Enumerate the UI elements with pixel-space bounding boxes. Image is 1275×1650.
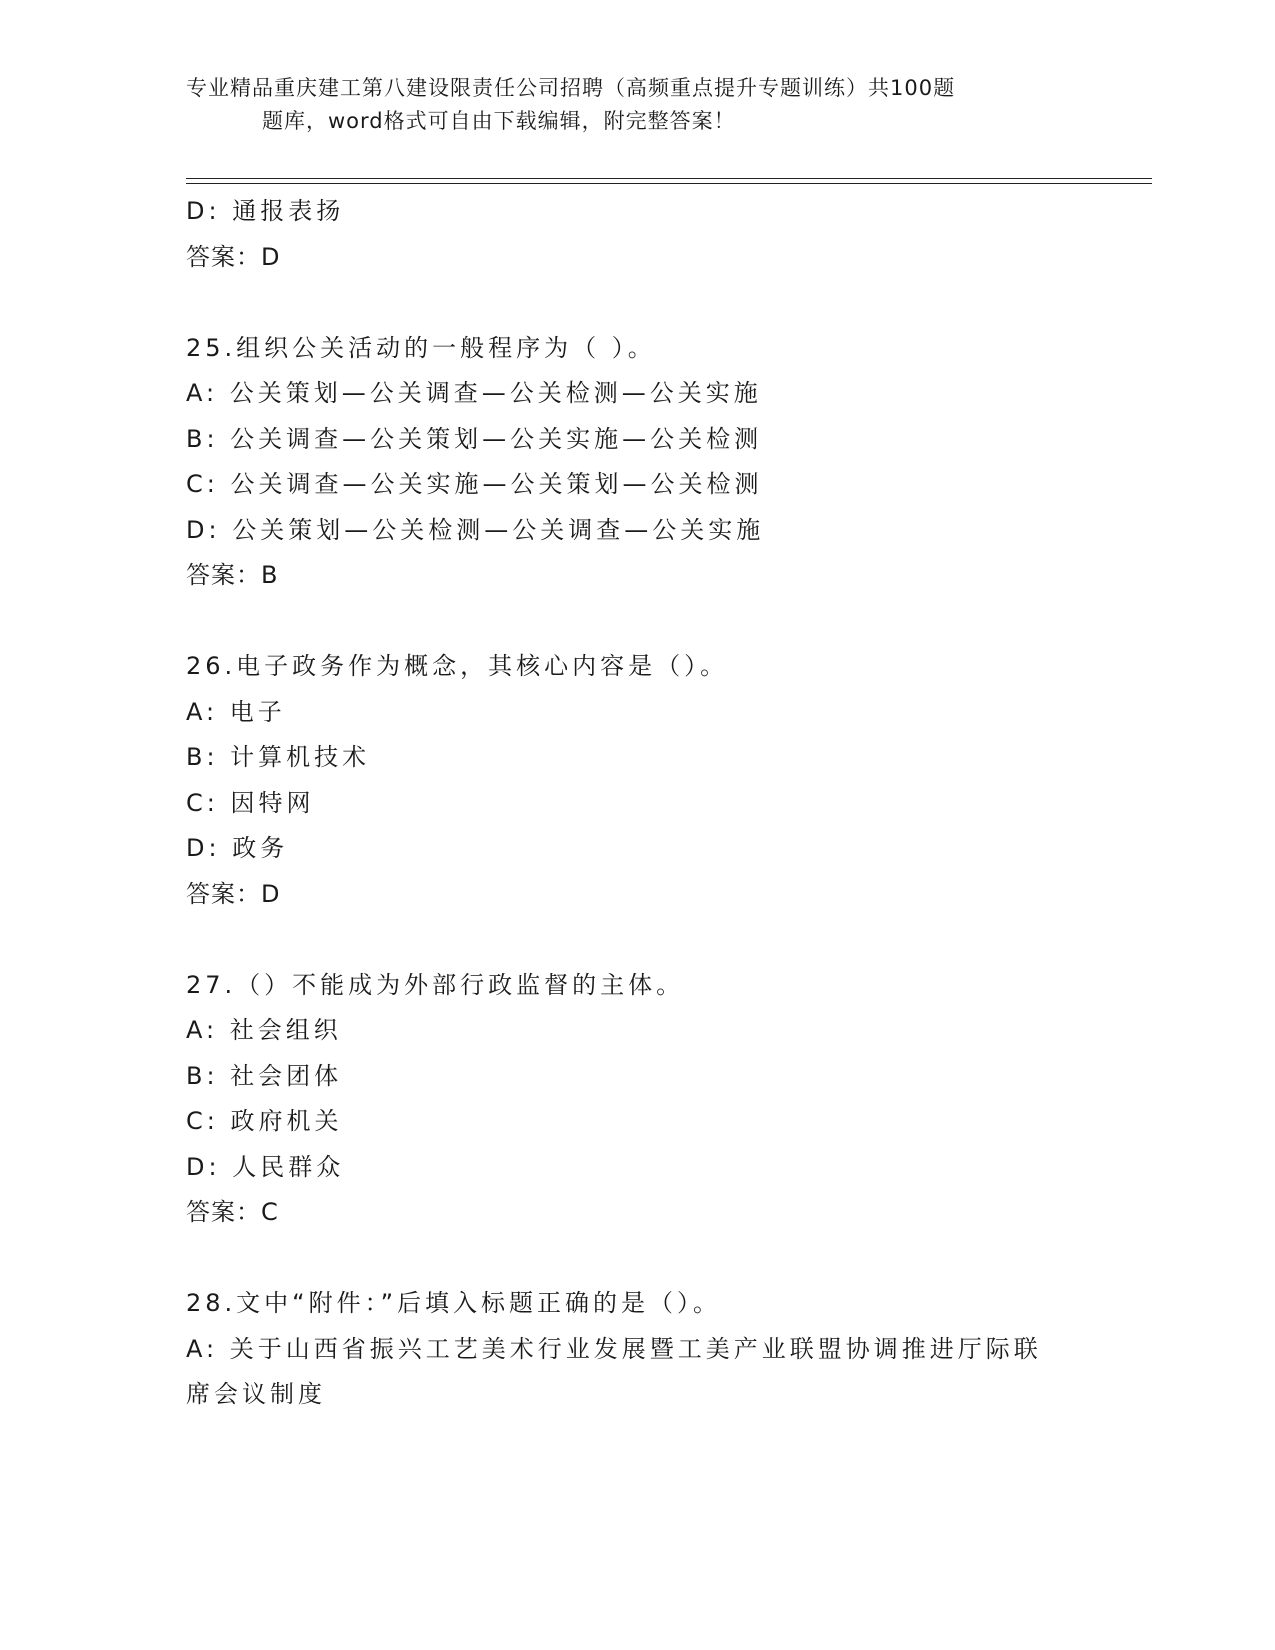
option-b: B: 计算机技术 bbox=[186, 743, 371, 771]
option-a: A: 公关策划—公关调查—公关检测—公关实施 bbox=[186, 379, 762, 407]
header-rule-top bbox=[186, 178, 1152, 179]
option-a: A: 关于山西省振兴工艺美术行业发展暨工美产业联盟协调推进厅际联 bbox=[186, 1334, 1042, 1363]
answer-line: 答案：C bbox=[186, 1198, 279, 1226]
header-title-line1: 专业精品重庆建工第八建设限责任公司招聘（高频重点提升专题训练）共100题 bbox=[186, 76, 956, 100]
option-a: A: 社会组织 bbox=[186, 1016, 342, 1044]
question-stem: 28.文中“附件：”后填入标题正确的是（）。 bbox=[186, 1289, 722, 1317]
option-b: B: 公关调查—公关策划—公关实施—公关检测 bbox=[186, 424, 763, 453]
option-c: C: 因特网 bbox=[186, 788, 315, 817]
spacer bbox=[186, 1236, 1086, 1282]
option-d: D: 通报表扬 bbox=[186, 197, 345, 225]
option-d: D: 公关策划—公关检测—公关调查—公关实施 bbox=[186, 515, 765, 544]
answer-line: 答案：B bbox=[186, 561, 279, 589]
option-a-continued: 席会议制度 bbox=[186, 1380, 326, 1408]
spacer bbox=[186, 917, 1086, 963]
option-c: C: 公关调查—公关实施—公关策划—公关检测 bbox=[186, 470, 763, 498]
question-stem: 25.组织公关活动的一般程序为（ ）。 bbox=[186, 333, 656, 362]
answer-line: 答案：D bbox=[186, 879, 281, 908]
question-list bbox=[186, 189, 1086, 1418]
spacer bbox=[186, 280, 1086, 326]
document-header bbox=[186, 72, 1066, 138]
answer-line: 答案：D bbox=[186, 242, 281, 271]
question-stem: 27.（）不能成为外部行政监督的主体。 bbox=[186, 970, 685, 999]
option-b: B: 社会团体 bbox=[186, 1061, 343, 1090]
option-a: A: 电子 bbox=[186, 697, 286, 726]
option-c: C: 政府机关 bbox=[186, 1107, 343, 1135]
spacer bbox=[186, 599, 1086, 645]
header-rule-bottom bbox=[186, 183, 1152, 184]
option-d: D: 人民群众 bbox=[186, 1152, 345, 1181]
header-title-line2: 题库，word格式可自由下载编辑，附完整答案！ bbox=[262, 109, 736, 133]
question-stem: 26.电子政务作为概念，其核心内容是（）。 bbox=[186, 652, 729, 680]
option-d: D: 政务 bbox=[186, 834, 289, 862]
